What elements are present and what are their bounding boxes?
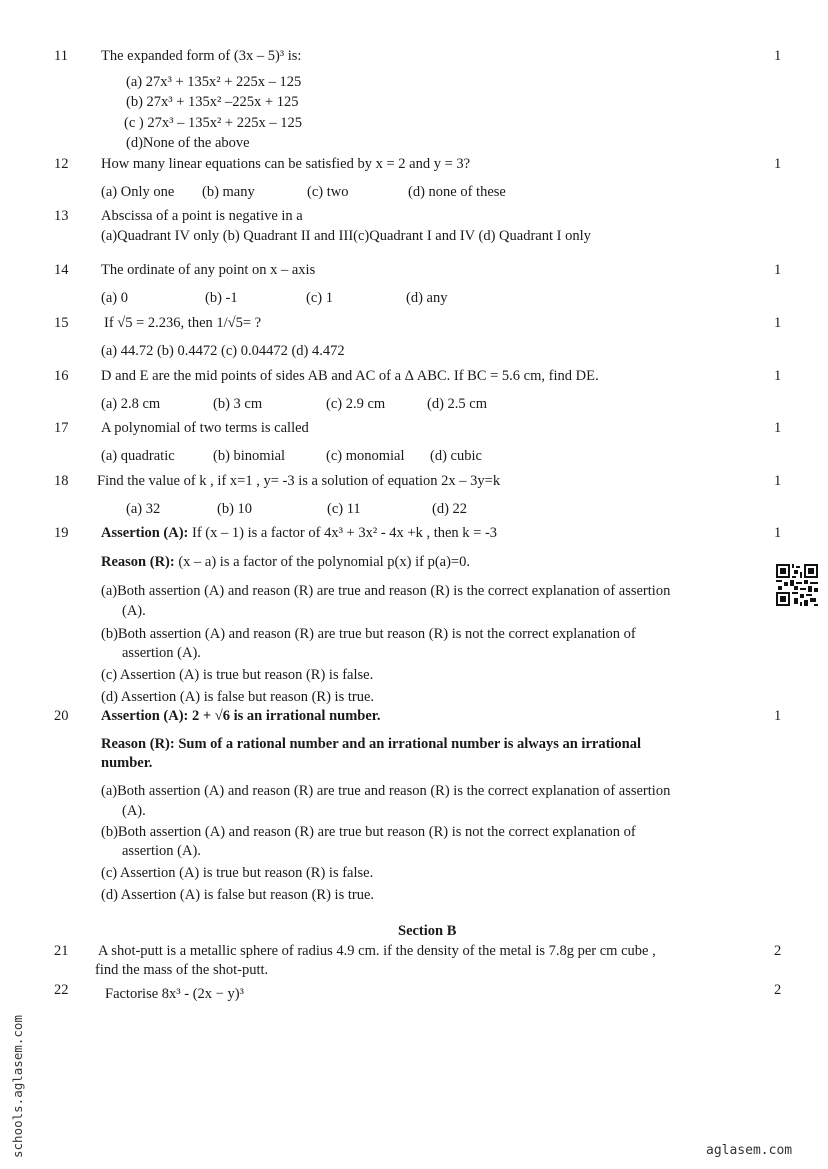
assertion-text: If (x – 1) is a factor of 4x³ + 3x² - 4x +k , then k = -3 (192, 525, 498, 541)
option: (b) 10 (217, 501, 253, 517)
option: (a) Only one (101, 184, 175, 200)
option: (d) none of these (408, 184, 506, 200)
question-text: Factorise 8x³ - (2x − y)³ (105, 986, 244, 1002)
option: (a) 27x³ + 135x² + 225x – 125 (126, 74, 302, 90)
question-text: D and E are the mid points of sides AB and AC of a Δ ABC. If BC = 5.6 cm, find DE. (101, 368, 599, 384)
question-text: A polynomial of two terms is called (101, 420, 309, 436)
option: (a) 32 (126, 501, 161, 517)
option: (c) monomial (326, 448, 405, 464)
assertion-label: Assertion (A): (101, 525, 189, 541)
question-number: 20 (54, 708, 69, 724)
assertion (101, 525, 497, 542)
option: (b) binomial (213, 448, 286, 464)
question-text: Find the value of k , if x=1 , y= -3 is a solution of equation 2x – 3y=k (97, 473, 501, 489)
option: assertion (A). (122, 645, 201, 661)
question-text: The ordinate of any point on x – axis (101, 262, 316, 278)
option: (c) 2.9 cm (326, 396, 386, 412)
question-text: How many linear equations can be satisfied by x = 2 and y = 3? (101, 156, 471, 172)
option: (a) quadratic (101, 448, 175, 464)
option: (c) 11 (327, 501, 361, 517)
option: (d) Assertion (A) is false but reason (R) is true. (101, 689, 375, 705)
question-number: 19 (54, 525, 69, 541)
option: (d) 22 (432, 501, 468, 517)
question-marks: 1 (774, 473, 782, 489)
option: (d) 2.5 cm (427, 396, 487, 412)
question-number: 15 (54, 315, 69, 331)
option: (A). (122, 603, 146, 619)
option: (c) 1 (306, 290, 333, 306)
option: (c) two (307, 184, 349, 200)
option: (b) 27x³ + 135x² –225x + 125 (126, 94, 299, 110)
qr-code-icon (776, 564, 818, 606)
option: (d) any (406, 290, 448, 306)
question-number: 12 (54, 156, 69, 172)
option: (b) many (202, 184, 255, 200)
section-title: Section B (398, 923, 457, 939)
option: (a)Both assertion (A) and reason (R) are true and reason (R) is the correct explanation of assertion (101, 783, 671, 799)
option: (a)Quadrant IV only (b) Quadrant II and III(c)Quadrant I and IV (d) Quadrant I only (101, 228, 591, 244)
assertion-label: Assertion (A): 2 + √6 is an irrational number. (101, 708, 381, 724)
option: (a) 0 (101, 290, 128, 306)
question-text: The expanded form of (3x – 5)³ is: (101, 48, 302, 64)
question-text: Abscissa of a point is negative in a (101, 208, 303, 224)
question-number: 16 (54, 368, 69, 384)
question-number: 18 (54, 473, 69, 489)
question-marks: 1 (774, 525, 782, 541)
question-number: 11 (54, 48, 68, 64)
reason-label: Reason (R): (101, 554, 175, 570)
question-marks: 1 (774, 48, 782, 64)
option: (c) Assertion (A) is true but reason (R) is false. (101, 865, 374, 881)
option: (c ) 27x³ – 135x² + 225x – 125 (124, 115, 302, 131)
option: (a) 44.72 (b) 0.4472 (c) 0.04472 (d) 4.472 (101, 343, 345, 359)
option: (a) 2.8 cm (101, 396, 161, 412)
question-marks: 1 (774, 156, 782, 172)
question-marks: 1 (774, 262, 782, 278)
reason-text: (x – a) is a factor of the polynomial p(x) if p(a)=0. (178, 554, 470, 570)
option: (a)Both assertion (A) and reason (R) are true and reason (R) is the correct explanation of assertion (101, 583, 671, 599)
option: (c) Assertion (A) is true but reason (R) is false. (101, 667, 374, 683)
option: assertion (A). (122, 843, 201, 859)
reason-continuation: number. (101, 755, 153, 771)
sidebar-watermark: schools.aglasem.com (10, 1015, 25, 1158)
question-text: find the mass of the shot-putt. (95, 962, 269, 978)
question-marks: 1 (774, 368, 782, 384)
question-number: 14 (54, 262, 69, 278)
option: (A). (122, 803, 146, 819)
reason-label: Reason (R): Sum of a rational number and an irrational number is always an irrational (101, 736, 642, 752)
question-marks: 1 (774, 315, 782, 331)
option: (d)None of the above (126, 135, 250, 151)
option: (b) 3 cm (213, 396, 263, 412)
question-marks: 2 (774, 943, 782, 959)
option: (b)Both assertion (A) and reason (R) are true but reason (R) is not the correct explanation of (101, 626, 636, 642)
question-text: If √5 = 2.236, then 1/√5= ? (104, 315, 262, 331)
question-number: 21 (54, 943, 69, 959)
option: (b) -1 (205, 290, 238, 306)
footer-site: aglasem.com (706, 1143, 793, 1158)
question-number: 22 (54, 982, 69, 998)
reason (101, 554, 470, 571)
option: (d) Assertion (A) is false but reason (R) is true. (101, 887, 375, 903)
question-number: 17 (54, 420, 69, 436)
option: (d) cubic (430, 448, 482, 464)
question-marks: 1 (774, 420, 782, 436)
question-text: A shot-putt is a metallic sphere of radius 4.9 cm. if the density of the metal is 7.8g per cm cube , (98, 943, 656, 959)
question-marks: 1 (774, 708, 782, 724)
question-marks: 2 (774, 982, 782, 998)
option: (b)Both assertion (A) and reason (R) are true but reason (R) is not the correct explanation of (101, 824, 636, 840)
question-number: 13 (54, 208, 69, 224)
